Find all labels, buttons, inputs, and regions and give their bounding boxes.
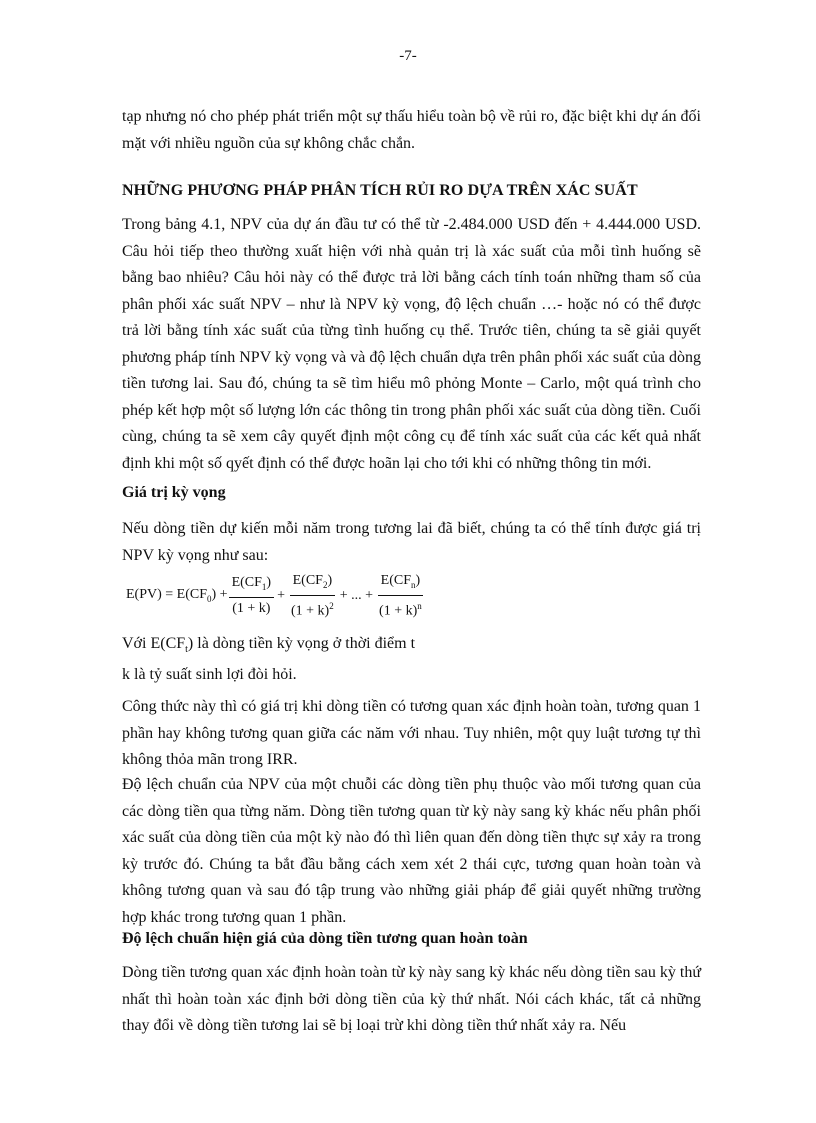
paragraph-expected-intro: Nếu dòng tiền dự kiến mỗi năm trong tương lai đã biết, chúng ta có thể tính được giá trị NPV kỳ vọng như sau:	[122, 520, 701, 564]
paragraph-k-definition: k là tỷ suất sinh lợi đòi hỏi.	[122, 666, 297, 683]
section-heading: NHỮNG PHƯƠNG PHÁP PHÂN TÍCH RỦI RO DỰA TRÊN XÁC SUẤT	[122, 182, 638, 199]
formula-term-n: $\frac{E(CF_n)}{(1 + k)^n}$	[379, 573, 422, 619]
intro-paragraph: tạp nhưng nó cho phép phát triển một sự thấu hiểu toàn bộ về rủi ro, đặc biệt khi dự án đối mặt với nhiều nguồn của sự không chắc chắn.	[122, 108, 701, 152]
subheading-perfect-correlation: Độ lệch chuẩn hiện giá của dòng tiền tương quan hoàn toàn	[122, 930, 528, 947]
formula-term-2: $\frac{E(CF_2)}{(1 + k)^2}$	[291, 573, 334, 619]
subheading-expected-value: Giá trị kỳ vọng	[122, 484, 226, 501]
paragraph-correlation-validity: Công thức này thì có giá trị khi dòng tiền có tương quan xác định hoàn toàn, tương quan 1 phần hay không tương quan giữa các năm với nhau. Tuy nhiên, một quy luật tương tự thì không thỏa mãn trong IRR.	[122, 698, 701, 768]
paragraph-perfect-correlation: Dòng tiền tương quan xác định hoàn toàn từ kỳ này sang kỳ khác nếu dòng tiền sau kỳ thứ nhất thì hoàn toàn xác định bởi dòng tiền của kỳ thứ nhất. Nói cách khác, tất cả những thay đổi về dòng tiền tương lai sẽ bị loại trừ khi dòng tiền thứ nhất xảy ra. Nếu	[122, 964, 701, 1034]
page-number: -7-	[399, 48, 417, 64]
formula-term-1: $\frac{E(CF_1)}{(1 + k)}$	[229, 574, 275, 617]
paragraph-standard-deviation: Độ lệch chuẩn của NPV của một chuỗi các dòng tiền phụ thuộc vào mối tương quan của các dòng tiền qua từng năm. Dòng tiền tương quan từ kỳ này sang kỳ khác nếu phân phối xác suất của dòng tiền của một kỳ nào đó thì liên quan đến dòng tiền thực sự xảy ra trong kỳ trước đó. Chúng ta bắt đầu bằng cách xem xét 2 thái cực, tương quan hoàn toàn và không tương quan và sau đó tập trung vào những giải pháp để giải quyết những trường hợp khác trong tương quan 1 phần.	[122, 776, 701, 926]
expected-pv-formula: $E(PV) = E(CF_0)$ + $\frac{E(CF_1)}{(1 + k)}$ + $\frac{E(CF_2)}{(1 + k)^2}$ + ... + $\frac{E(CF_n)}{(1 + k)^n}$	[126, 572, 426, 619]
paragraph-cf-definition: Với $E(CF_t)$ là dòng tiền kỳ vọng ở thời điểm t	[122, 635, 416, 656]
formula-lhs: $E(PV) = E(CF_0)$ +	[126, 587, 228, 605]
paragraph-npv-range: Trong bảng 4.1, NPV của dự án đầu tư có thể từ -2.484.000 USD đến + 4.444.000 USD. Câu hỏi tiếp theo thường xuất hiện với nhà quản trị là xác suất của mỗi tình huống sẽ bằng bao nhiêu? Câu hỏi này có thể được trả lời bằng cách tính toán những tham số của phân phối xác suất NPV – như là NPV kỳ vọng, độ lệch chuẩn …- hoặc nó có thể được trả lời bằng tính xác suất của từng tình huống cụ thể. Trước tiên, chúng ta sẽ giải quyết phương pháp tính NPV kỳ vọng và và độ lệch chuẩn dựa trên phân phối xác suất của dòng tiền tương lai. Sau đó, chúng ta sẽ tìm hiểu mô phỏng Monte – Carlo, một quá trình cho phép kết hợp một số lượng lớn các thông tin trong phân phối xác suất của dòng tiền. Cuối cùng, chúng ta sẽ xem cây quyết định một công cụ để tính xác suất của các kết quả nhất định khi một số qyết định có thể được hoãn lại cho tới khi có những thông tin mới.	[122, 216, 701, 472]
